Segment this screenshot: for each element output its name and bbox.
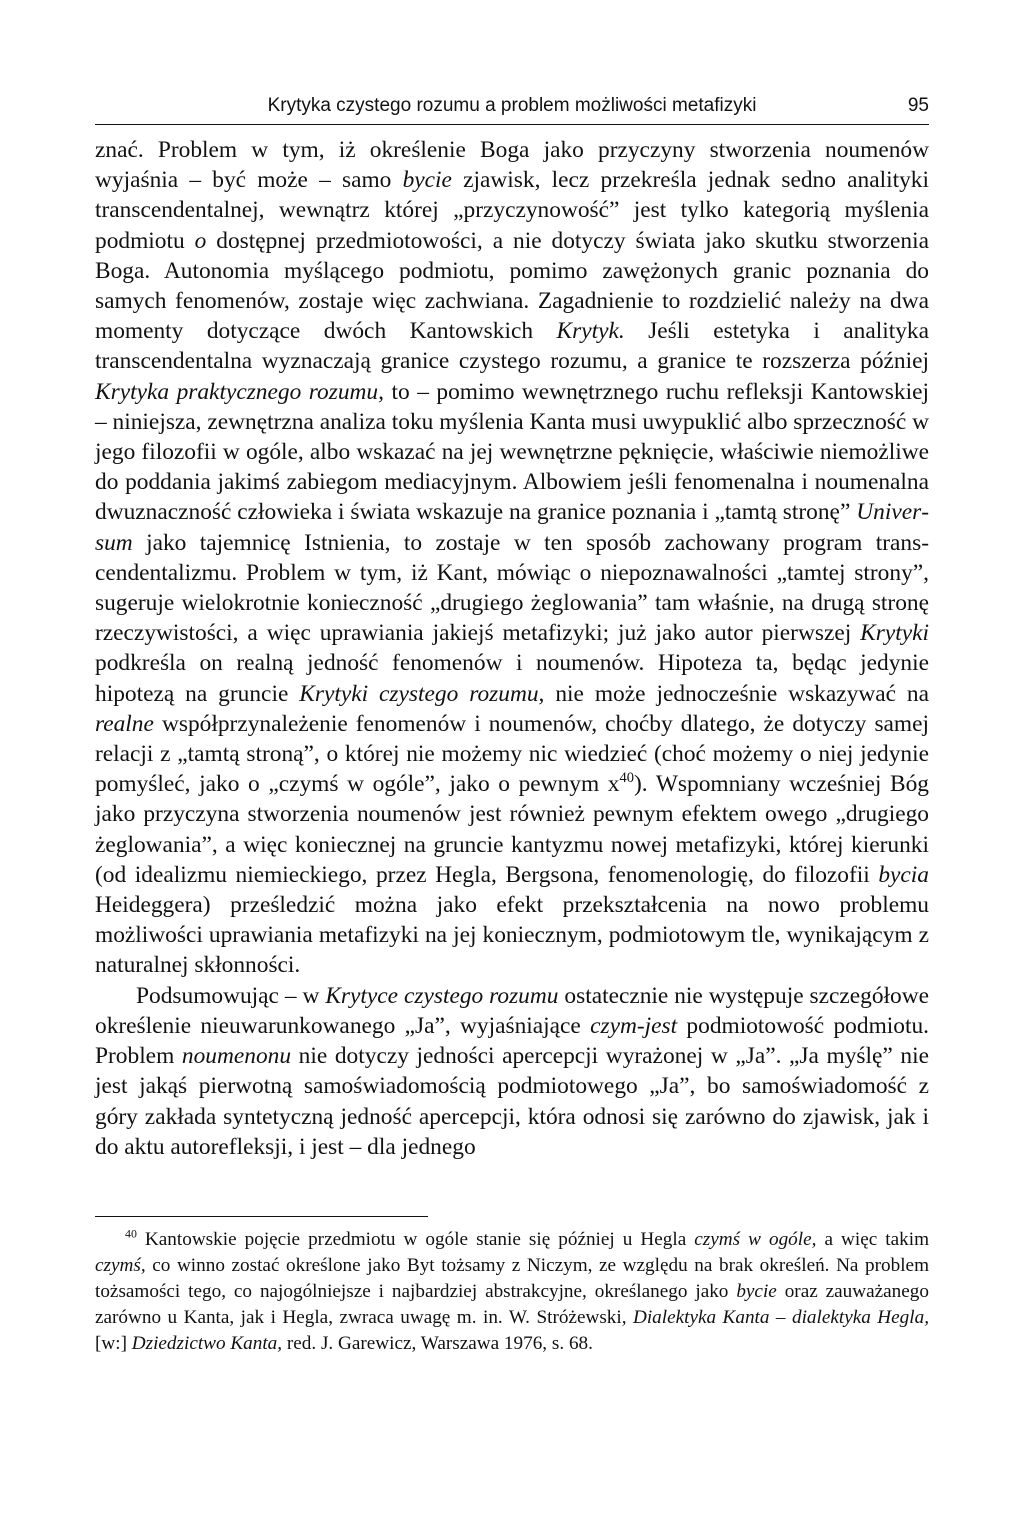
paragraph-1-text: Jeśli estetyka i analityka transcendentalna wyznaczają granice czystego rozumu, a granice te rozszerza później — [95, 318, 930, 375]
paragraph-2-italic: Krytyce czystego rozumu — [325, 982, 559, 1009]
paragraph-1-italic: bycia — [878, 861, 929, 888]
paragraph-1-italic: Krytyki — [860, 620, 929, 647]
footnote-text: a więc takim — [816, 1228, 929, 1250]
footnote-40 — [95, 1227, 929, 1357]
paragraph-1-italic: o — [194, 227, 207, 254]
paragraph-1-text: to – pomimo wewnętrznego ruchu refleksji Kantowskiej – niniejsza, zewnętrzna analiza toku myślenia Kanta musi uwypuklić albo sprzeczność w jego filozofii w ogóle, albo wskazać na jej wewnętrzne pęknięcie, właściwie niemożliwe do poddania jakimś zabiegom mediacyjnym. Albowiem jeśli fenomenalna i noumenalna dwuznaczność człowieka i świata wskazuje na granice poznania i „tamtą stronę” — [95, 378, 929, 526]
footnote-italic: Dziedzictwo Kanta, — [131, 1332, 283, 1354]
paragraph-1 — [95, 135, 929, 981]
paragraph-1-text: ). Wspomniany wcześniej Bóg jako przyczyna stworzenia noumenów jest również pewnym efektem owego „drugiego żeglowania”, a więc koniecznej na gruncie kantyzmu nowej metafizyki, której kierunki (od idealizmu niemieckiego, przez Hegla, Bergsona, fenomenologię, do filozofii — [95, 771, 929, 888]
footnote-italic: czymś w ogóle, — [694, 1228, 817, 1250]
footnote-text: oraz zauważanego zarówno u Kanta, jak i Hegla, zwraca uwagę m. in. W. Stróżewski, — [95, 1280, 929, 1328]
paragraph-1-text: jako tajemnicę Istnienia, to zostaje w ten sposób zachowany program transcendentalizmu. Problem w tym, iż Kant, mówiąc o niepoznawalności „tamtej strony”, sugeruje wielokrotnie konieczność „drugiego żeglowania” tam właśnie, na drugą stronę rzeczywistości, a więc uprawiania jakiejś metafizyki; już jako autor pierwszej — [95, 529, 929, 647]
paragraph-1-text: nie może jednocześnie wskazywać na — [544, 680, 929, 707]
paragraph-1-italic: realne — [95, 710, 154, 737]
paragraph-1-text: podkreśla on realną jedność fenomenów i noumenów. Hipoteza ta, będąc jedynie hipotezą na gruncie — [95, 650, 929, 707]
footnote-italic: czymś, — [95, 1254, 146, 1276]
running-header — [95, 90, 929, 125]
running-title: Krytyka czystego rozumu a problem możliwości metafizyki — [267, 95, 757, 116]
paragraph-1-text: współprzynależenie fenomenów i noumenów, choćby dlatego, że dotyczy samej relacji z „tamtą stroną”, o której nie możemy nic wiedzieć (choć możemy o niej jedynie pomyśleć, jako o „czymś w ogóle”, jako o pewnym x — [95, 710, 929, 798]
paragraph-1-text: Heideggera) prześledzić można jako efekt przekształcenia na nowo problemu możliwości uprawiania metafizyki na jej koniecznym, podmiotowym tle, wynikającym z naturalnej skłonności. — [95, 892, 929, 979]
paragraph-1-italic: Universum — [95, 499, 929, 556]
paragraph-2-text: Podsumowując – w — [136, 982, 326, 1009]
paragraph-2 — [95, 981, 929, 1162]
paragraph-1-italic: Krytyk. — [556, 318, 625, 345]
paragraph-1-italic: Krytyka praktycznego rozumu, — [95, 378, 384, 405]
paragraph-2-text: podmiotowość podmiotu. Problem — [95, 1012, 929, 1070]
paragraph-1-italic: Krytyki czystego rozumu, — [299, 680, 545, 707]
paragraph-1-text: znać. Problem w tym, iż określenie Boga jako przyczyny stworzenia noumenów wyjaśnia – być może – samo — [95, 137, 929, 194]
paragraph-2-text: ostatecznie nie występuje szczegółowe określenie nieuwarunkowanego „Ja”, wyjaśniające — [95, 982, 929, 1039]
footnote-italic: bycie — [736, 1280, 777, 1302]
paragraph-2-italic: noumenonu — [181, 1043, 292, 1070]
footnote-italic: Dialektyka Kanta – dialektyka Hegla, — [632, 1306, 929, 1328]
paragraph-1-italic: bycie — [402, 167, 452, 194]
footnote-text: [w:] — [95, 1332, 132, 1354]
footnote-divider — [95, 1216, 428, 1217]
paragraph-1-text: dostępnej przedmiotowości, a nie dotyczy świata jako skutku stworzenia Boga. Autonomia myślącego podmiotu, pomimo zawężonych granic poznania do samych fenomenów, zostaje więc zachwiana. Zagadnienie to rozdzielić należy na dwa momenty dotyczące dwóch Kantowskich — [95, 227, 930, 345]
paragraph-2-italic: czym-jest — [590, 1012, 678, 1039]
footnote-text: Kantowskie pojęcie przedmiotu w ogóle stanie się później u Hegla — [136, 1228, 695, 1250]
footnote-ref-40[interactable]: 40 — [619, 770, 634, 787]
page-number: 95 — [907, 95, 929, 116]
footnote-text: red. J. Garewicz, Warszawa 1976, s. 68. — [282, 1332, 593, 1354]
footnote-number: 40 — [125, 1226, 137, 1241]
book-page — [95, 90, 929, 1376]
footnote-text: co winno zostać określone jako Byt tożsamy z Niczym, ze względu na brak określeń. Na problem tożsamości tego, co najogólniejsze i najbardziej abstrakcyjne, określanego jako — [95, 1254, 929, 1302]
paragraph-2-text: nie dotyczy jedności apercepcji wyrażonej w „Ja”. „Ja myślę” nie jest jakąś pierwotną samoświadomością podmiotowego „Ja”, bo samoświadomość z góry zakłada syntetyczną jedność apercepcji, która odnosi się zarówno do zjawisk, jak i do aktu autorefleksji, i jest – dla jednego — [95, 1043, 929, 1160]
body-text — [95, 135, 929, 1162]
paragraph-1-text: zjawisk, lecz przekreśla jednak sedno analityki transcendentalnej, wewnątrz której „przyczynowość” jest tylko kategorią myślenia podmiotu — [95, 167, 929, 254]
